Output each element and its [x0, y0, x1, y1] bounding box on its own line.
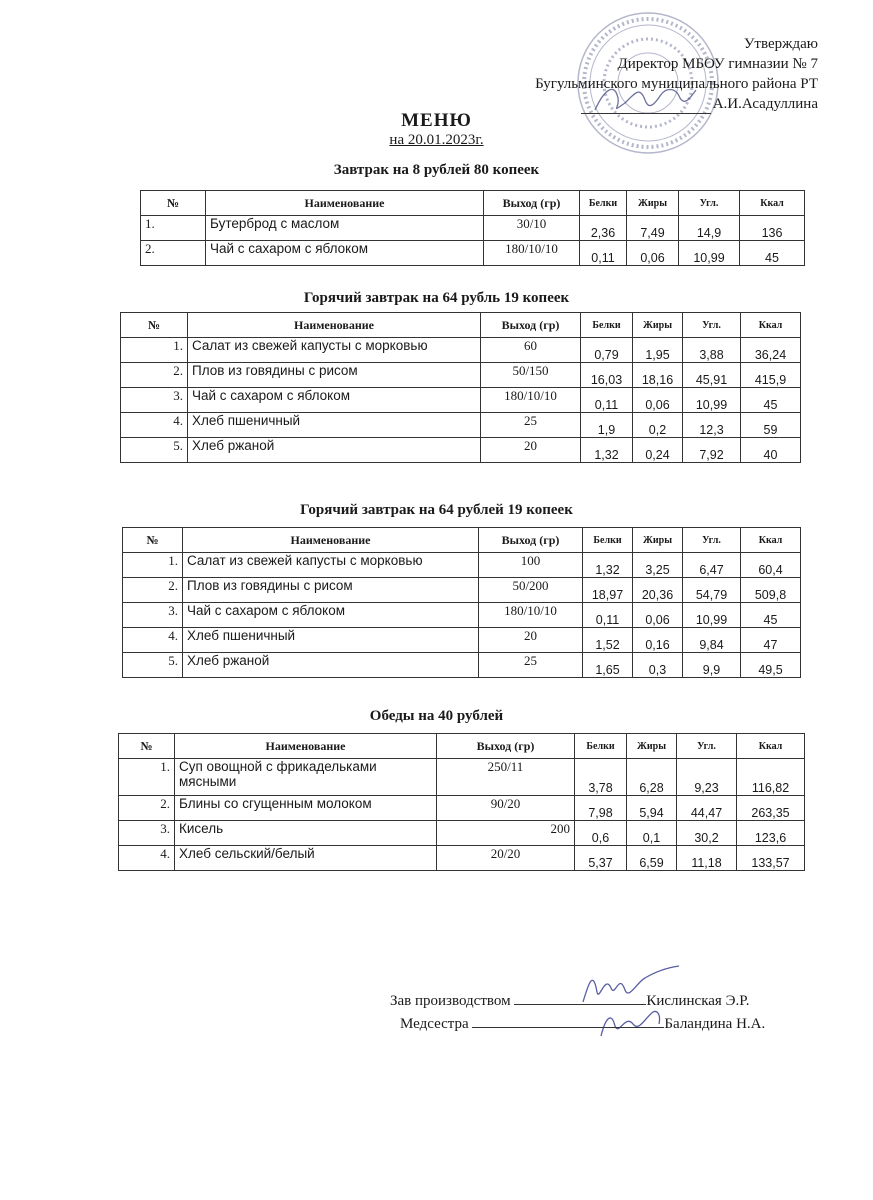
dish-kcal: 60,4 — [741, 553, 801, 578]
dish-fat: 5,94 — [627, 796, 677, 821]
dish-name: Суп овощной с фрикадельками мясными — [175, 759, 437, 796]
production-label: Зав производством — [390, 993, 511, 1009]
dish-name: Блины со сгущенным молоком — [175, 796, 437, 821]
dish-output: 30/10 — [484, 216, 580, 241]
signature-blank — [514, 990, 646, 1005]
dish-protein: 2,36 — [580, 216, 627, 241]
dish-output: 25 — [479, 653, 583, 678]
row-number: 1. — [141, 216, 206, 241]
col-kcal: Ккал — [740, 191, 805, 216]
dish-carb: 7,92 — [683, 438, 741, 463]
col-name: Наименование — [183, 528, 479, 553]
dish-fat: 0,1 — [627, 821, 677, 846]
row-number: 4. — [121, 413, 188, 438]
col-name: Наименование — [188, 313, 481, 338]
dish-output: 180/10/10 — [481, 388, 581, 413]
dish-kcal: 45 — [741, 603, 801, 628]
table-header-row — [123, 528, 801, 553]
production-signature-line — [390, 990, 749, 1010]
dish-protein: 18,97 — [583, 578, 633, 603]
dish-carb: 11,18 — [677, 846, 737, 871]
col-fat: Жиры — [627, 191, 679, 216]
dish-fat: 0,06 — [633, 388, 683, 413]
dish-carb: 9,23 — [677, 759, 737, 796]
row-number: 1. — [121, 338, 188, 363]
table-row — [123, 578, 801, 603]
dish-protein: 0,11 — [580, 241, 627, 266]
dish-name: Хлеб ржаной — [188, 438, 481, 463]
signature-blank — [472, 1013, 664, 1028]
col-out: Выход (гр) — [479, 528, 583, 553]
approval-block — [478, 34, 818, 114]
dish-protein: 7,98 — [575, 796, 627, 821]
col-protein: Белки — [575, 734, 627, 759]
dish-kcal: 133,57 — [737, 846, 805, 871]
col-num: № — [121, 313, 188, 338]
dish-kcal: 47 — [741, 628, 801, 653]
director-name: А.И.Асадуллина — [712, 96, 818, 112]
dish-name: Хлеб сельский/белый — [175, 846, 437, 871]
col-kcal: Ккал — [737, 734, 805, 759]
page-title: МЕНЮ — [401, 110, 472, 131]
table-row — [121, 363, 801, 388]
dish-protein: 1,32 — [583, 553, 633, 578]
col-carb: Угл. — [679, 191, 740, 216]
col-name: Наименование — [175, 734, 437, 759]
row-number: 4. — [123, 628, 183, 653]
dish-protein: 0,79 — [581, 338, 633, 363]
dish-output: 90/20 — [437, 796, 575, 821]
col-fat: Жиры — [627, 734, 677, 759]
dish-fat: 0,06 — [627, 241, 679, 266]
row-number: 1. — [119, 759, 175, 796]
row-number: 2. — [121, 363, 188, 388]
dish-kcal: 40 — [741, 438, 801, 463]
dish-output: 20 — [479, 628, 583, 653]
dish-fat: 0,3 — [633, 653, 683, 678]
row-number: 2. — [119, 796, 175, 821]
dish-protein: 1,32 — [581, 438, 633, 463]
approve-label: Утверждаю — [743, 36, 818, 52]
dish-carb: 3,88 — [683, 338, 741, 363]
nurse-name: Баландина Н.А. — [664, 1016, 766, 1032]
dish-output: 180/10/10 — [479, 603, 583, 628]
dish-kcal: 45 — [740, 241, 805, 266]
row-number: 2. — [141, 241, 206, 266]
table-row — [123, 628, 801, 653]
col-kcal: Ккал — [741, 528, 801, 553]
dish-protein: 1,65 — [583, 653, 633, 678]
dish-kcal: 415,9 — [741, 363, 801, 388]
table-row — [119, 759, 805, 796]
dish-output: 25 — [481, 413, 581, 438]
dish-output: 20/20 — [437, 846, 575, 871]
col-carb: Угл. — [677, 734, 737, 759]
section-title: Горячий завтрак на 64 рублей 19 копеек — [300, 502, 573, 518]
dish-protein: 0,11 — [583, 603, 633, 628]
dish-carb: 9,9 — [683, 653, 741, 678]
row-number: 3. — [119, 821, 175, 846]
row-number: 4. — [119, 846, 175, 871]
dish-output: 100 — [479, 553, 583, 578]
col-out: Выход (гр) — [437, 734, 575, 759]
dish-name: Чай с сахаром с яблоком — [183, 603, 479, 628]
section-title: Завтрак на 8 рублей 80 копеек — [333, 162, 540, 178]
dish-fat: 1,95 — [633, 338, 683, 363]
dish-protein: 0,11 — [581, 388, 633, 413]
dish-carb: 9,84 — [683, 628, 741, 653]
table-row — [141, 241, 805, 266]
col-carb: Угл. — [683, 528, 741, 553]
dish-carb: 10,99 — [683, 603, 741, 628]
dish-name: Плов из говядины с рисом — [183, 578, 479, 603]
col-fat: Жиры — [633, 313, 683, 338]
dish-carb: 45,91 — [683, 363, 741, 388]
dish-carb: 30,2 — [677, 821, 737, 846]
dish-fat: 6,59 — [627, 846, 677, 871]
dish-output: 50/150 — [481, 363, 581, 388]
dish-name: Салат из свежей капусты с морковью — [183, 553, 479, 578]
dish-fat: 6,28 — [627, 759, 677, 796]
dish-name: Салат из свежей капусты с морковью — [188, 338, 481, 363]
col-carb: Угл. — [683, 313, 741, 338]
col-out: Выход (гр) — [484, 191, 580, 216]
nurse-signature-line — [400, 1013, 765, 1033]
table-row — [119, 796, 805, 821]
col-name: Наименование — [206, 191, 484, 216]
table-row — [141, 216, 805, 241]
dish-name: Чай с сахаром с яблоком — [206, 241, 484, 266]
menu-table — [118, 733, 805, 871]
dish-fat: 7,49 — [627, 216, 679, 241]
dish-kcal: 263,35 — [737, 796, 805, 821]
dish-output: 20 — [481, 438, 581, 463]
dish-kcal: 509,8 — [741, 578, 801, 603]
dish-carb: 6,47 — [683, 553, 741, 578]
table-header-row — [141, 191, 805, 216]
col-protein: Белки — [580, 191, 627, 216]
row-number: 5. — [123, 653, 183, 678]
dish-output: 250/11 — [437, 759, 575, 796]
table-header-row — [119, 734, 805, 759]
menu-table — [122, 527, 801, 678]
dish-output: 60 — [481, 338, 581, 363]
table-row — [121, 438, 801, 463]
dish-name: Кисель — [175, 821, 437, 846]
production-name: Кислинская Э.Р. — [646, 993, 750, 1009]
dish-name: Хлеб ржаной — [183, 653, 479, 678]
section-title: Горячий завтрак на 64 рубль 19 копеек — [303, 290, 570, 306]
dish-kcal: 45 — [741, 388, 801, 413]
col-protein: Белки — [581, 313, 633, 338]
dish-kcal: 123,6 — [737, 821, 805, 846]
dish-fat: 3,25 — [633, 553, 683, 578]
dish-kcal: 49,5 — [741, 653, 801, 678]
dish-output: 50/200 — [479, 578, 583, 603]
dish-carb: 10,99 — [679, 241, 740, 266]
dish-name: Плов из говядины с рисом — [188, 363, 481, 388]
col-num: № — [119, 734, 175, 759]
row-number: 2. — [123, 578, 183, 603]
table-row — [123, 653, 801, 678]
dish-carb: 12,3 — [683, 413, 741, 438]
dish-fat: 0,24 — [633, 438, 683, 463]
dish-name: Хлеб пшеничный — [183, 628, 479, 653]
dish-name: Хлеб пшеничный — [188, 413, 481, 438]
dish-protein: 16,03 — [581, 363, 633, 388]
dish-fat: 0,2 — [633, 413, 683, 438]
dish-protein: 5,37 — [575, 846, 627, 871]
dish-carb: 14,9 — [679, 216, 740, 241]
dish-output: 180/10/10 — [484, 241, 580, 266]
menu-table — [120, 312, 801, 463]
row-number: 3. — [123, 603, 183, 628]
col-fat: Жиры — [633, 528, 683, 553]
dish-fat: 0,16 — [633, 628, 683, 653]
dish-kcal: 116,82 — [737, 759, 805, 796]
table-row — [119, 846, 805, 871]
dish-kcal: 59 — [741, 413, 801, 438]
row-number: 1. — [123, 553, 183, 578]
table-row — [121, 338, 801, 363]
table-row — [123, 603, 801, 628]
dish-protein: 1,9 — [581, 413, 633, 438]
menu-table — [140, 190, 805, 266]
dish-name: Чай с сахаром с яблоком — [188, 388, 481, 413]
col-num: № — [123, 528, 183, 553]
table-row — [123, 553, 801, 578]
row-number: 3. — [121, 388, 188, 413]
col-kcal: Ккал — [741, 313, 801, 338]
col-out: Выход (гр) — [481, 313, 581, 338]
table-row — [121, 413, 801, 438]
section-title: Обеды на 40 рублей — [369, 708, 504, 724]
dish-carb: 10,99 — [683, 388, 741, 413]
dish-fat: 20,36 — [633, 578, 683, 603]
dish-protein: 1,52 — [583, 628, 633, 653]
dish-fat: 0,06 — [633, 603, 683, 628]
row-number: 5. — [121, 438, 188, 463]
dish-carb: 44,47 — [677, 796, 737, 821]
table-row — [119, 821, 805, 846]
menu-date: на 20.01.2023г. — [389, 132, 484, 148]
col-protein: Белки — [583, 528, 633, 553]
dish-protein: 0,6 — [575, 821, 627, 846]
dish-fat: 18,16 — [633, 363, 683, 388]
dish-protein: 3,78 — [575, 759, 627, 796]
dish-kcal: 36,24 — [741, 338, 801, 363]
dish-output: 200 — [437, 821, 575, 846]
dish-carb: 54,79 — [683, 578, 741, 603]
table-row — [121, 388, 801, 413]
dish-kcal: 136 — [740, 216, 805, 241]
col-num: № — [141, 191, 206, 216]
district-name: Бугульминского муниципального района РТ — [535, 76, 818, 92]
dish-name: Бутерброд с маслом — [206, 216, 484, 241]
director-position: Директор МБОУ гимназии № 7 — [617, 56, 818, 72]
nurse-label: Медсестра — [400, 1016, 469, 1032]
table-header-row — [121, 313, 801, 338]
